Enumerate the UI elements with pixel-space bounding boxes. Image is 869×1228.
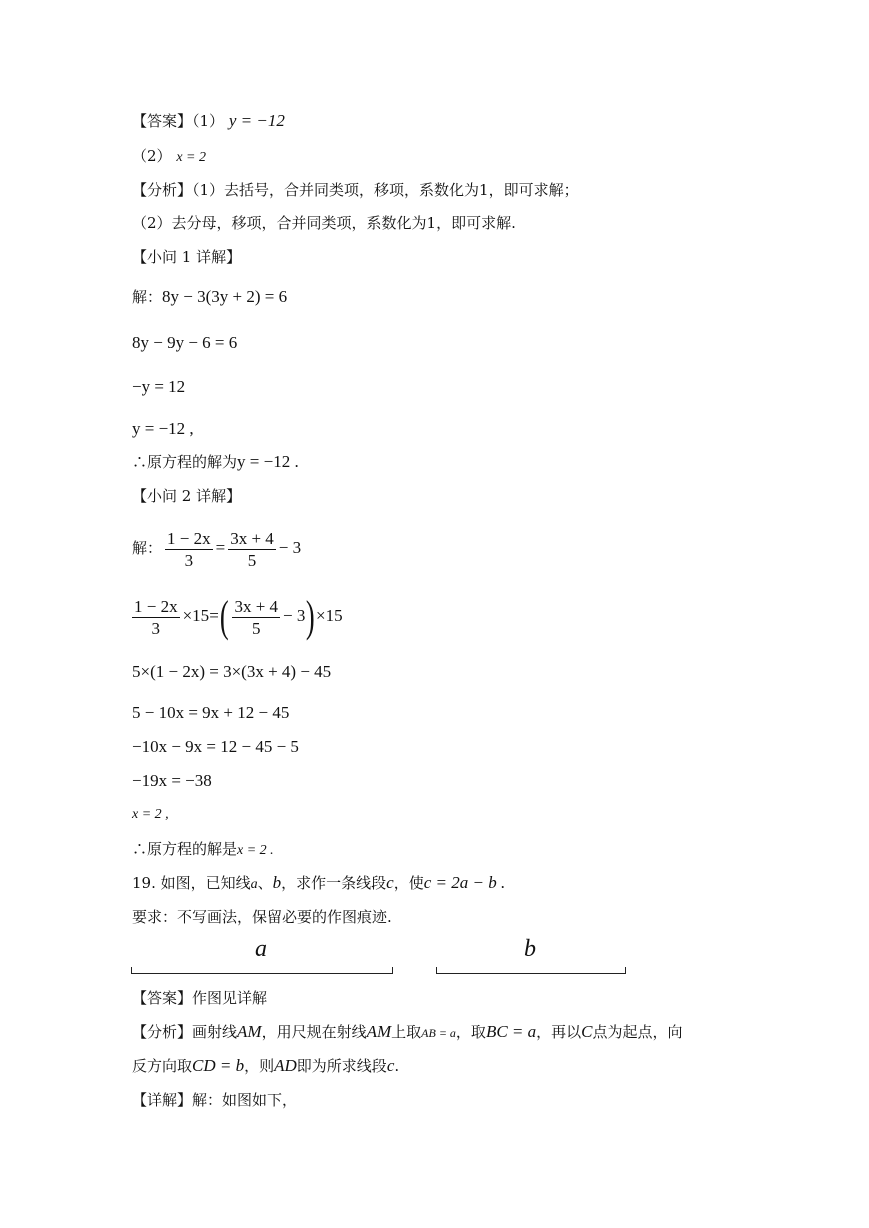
fraction-3-denominator: 3 [151,618,161,638]
point-c: C [581,1022,593,1041]
p19-ana-10: . [394,1057,400,1075]
fraction-4-numerator: 3x + 4 [234,596,279,616]
p19-detail-text: 解：如图如下， [192,1091,298,1109]
equals-sign: = [215,538,226,557]
q1-line-1 [132,287,287,307]
p19-text-mid: ，求作一条线段 [281,874,387,892]
p19-text-a: 19. 如图，已知线 [132,874,251,892]
fraction-2 [228,529,276,570]
q1-equation-2: 8y − 9y − 6 = 6 [132,333,238,352]
right-paren: ) [306,592,316,642]
q1-equation-4: y = −12 , [132,419,194,438]
bc-eq: BC = a [485,1022,537,1041]
segment-a [131,967,393,974]
fraction-2-numerator: 3x + 4 [230,528,274,548]
times-fifteen-right: ×15 [316,606,343,625]
segment-c: c [386,1056,395,1075]
q1-conclusion-math: y = −12 . [237,452,299,471]
times-fifteen-left: ×15 [182,606,210,625]
q2-conclusion [132,839,274,861]
p19-ana-3: 上取 [391,1023,422,1041]
cd-eq: CD = b [192,1056,245,1075]
p19-sep: 、 [257,874,273,892]
q2-equation-5: −10x − 9x = 12 − 45 − 5 [132,737,299,756]
analysis-line-1 [132,180,579,200]
fraction-3 [132,597,180,638]
analysis-tag: 【分析】 [132,181,193,199]
p19-equation: c = 2a − b . [423,873,506,892]
p19-answer-tag: 【答案】 [132,989,193,1007]
q2-equation-7: x = 2 , [132,807,169,822]
ray-am-2: AM [366,1022,392,1041]
part-1-label: （1） [192,112,225,130]
q1-header: 【小问 1 详解】 [132,248,242,266]
analysis-text-1: （1）去括号，合并同类项，移项，系数化为1，即可求解； [192,181,579,199]
p19-requirement: 要求：不写画法，保留必要的作图痕迹. [132,908,392,926]
p19-ana-2: ，用尺规在射线 [261,1023,367,1041]
fraction-3-numerator: 1 − 2x [134,596,178,616]
q2-equation-4: 5 − 10x = 9x + 12 − 45 [132,703,290,722]
fraction-2-denominator: 5 [247,550,257,570]
fraction-4 [232,597,280,638]
p19-text-mid2: ，使 [393,874,424,892]
p19-detail-tag: 【详解】 [132,1091,193,1109]
answer-line-1 [132,111,285,131]
segment-a-label: a [255,936,267,962]
q1-conclusion [132,452,299,472]
segment-b [436,967,626,974]
q2-equation-6: −19x = −38 [132,771,212,790]
fraction-1 [165,529,213,570]
q1-equation-1: 8y − 3(3y + 2) = 6 [162,287,288,306]
p19-ana-9: 即为所求线段 [296,1057,387,1075]
p19-ana-8: ，则 [244,1057,275,1075]
analysis-text-2: （2）去分母，移项，合并同类项，系数化为1，即可求解. [132,214,516,232]
var-a: a [250,877,258,892]
p19-ana-6: 点为起点，向 [592,1023,683,1041]
analysis-line-2 [132,213,516,233]
answer-1-equation: y = −12 [228,111,285,130]
q2-line-1 [132,526,301,570]
fraction-1-denominator: 3 [184,550,194,570]
q1-conclusion-text: ∴原方程的解为 [132,453,238,471]
q2-header: 【小问 2 详解】 [132,487,242,505]
p19-detail [132,1090,297,1110]
p19-analysis-tag: 【分析】 [132,1023,193,1041]
equals-sign-2: = [209,606,219,625]
part-2-label: （2） [132,147,172,165]
answer-line-2 [132,146,206,168]
fraction-1-numerator: 1 − 2x [167,528,211,548]
p19-ana-4: ，取 [455,1023,486,1041]
q2-conclusion-text: ∴原方程的解是 [132,840,238,858]
p19-ana-5: ，再以 [536,1023,582,1041]
var-b: b [272,873,282,892]
segment-b-label: b [524,936,536,962]
q2-equation-3: 5×(1 − 2x) = 3×(3x + 4) − 45 [132,662,332,681]
ray-am: AM [237,1022,262,1041]
p19-answer [132,988,267,1008]
p19-answer-text: 作图见详解 [192,989,268,1007]
fraction-4-denominator: 5 [251,618,261,638]
q1-prefix: 解： [132,288,163,306]
segment-ad: AD [274,1056,297,1075]
q2-conclusion-math: x = 2 . [237,843,274,858]
q1-equation-3: −y = 12 [132,377,186,396]
minus-three-2: − 3 [283,606,306,625]
q2-prefix: 解： [132,539,163,557]
minus-three: − 3 [278,538,302,557]
q2-line-2 [132,592,343,642]
p19-ana-1: 画射线 [192,1023,238,1041]
p19-ana-7: 反方向取 [132,1057,193,1075]
ab-eq: AB = a [421,1026,456,1040]
left-paren: ( [219,592,229,642]
var-c: c [386,873,394,892]
p19-analysis-line-1 [132,1022,683,1043]
answer-2-equation: x = 2 [176,150,206,165]
p19-analysis-line-2 [132,1056,399,1076]
problem-19-statement [132,873,505,895]
answer-tag: 【答案】 [132,112,193,130]
